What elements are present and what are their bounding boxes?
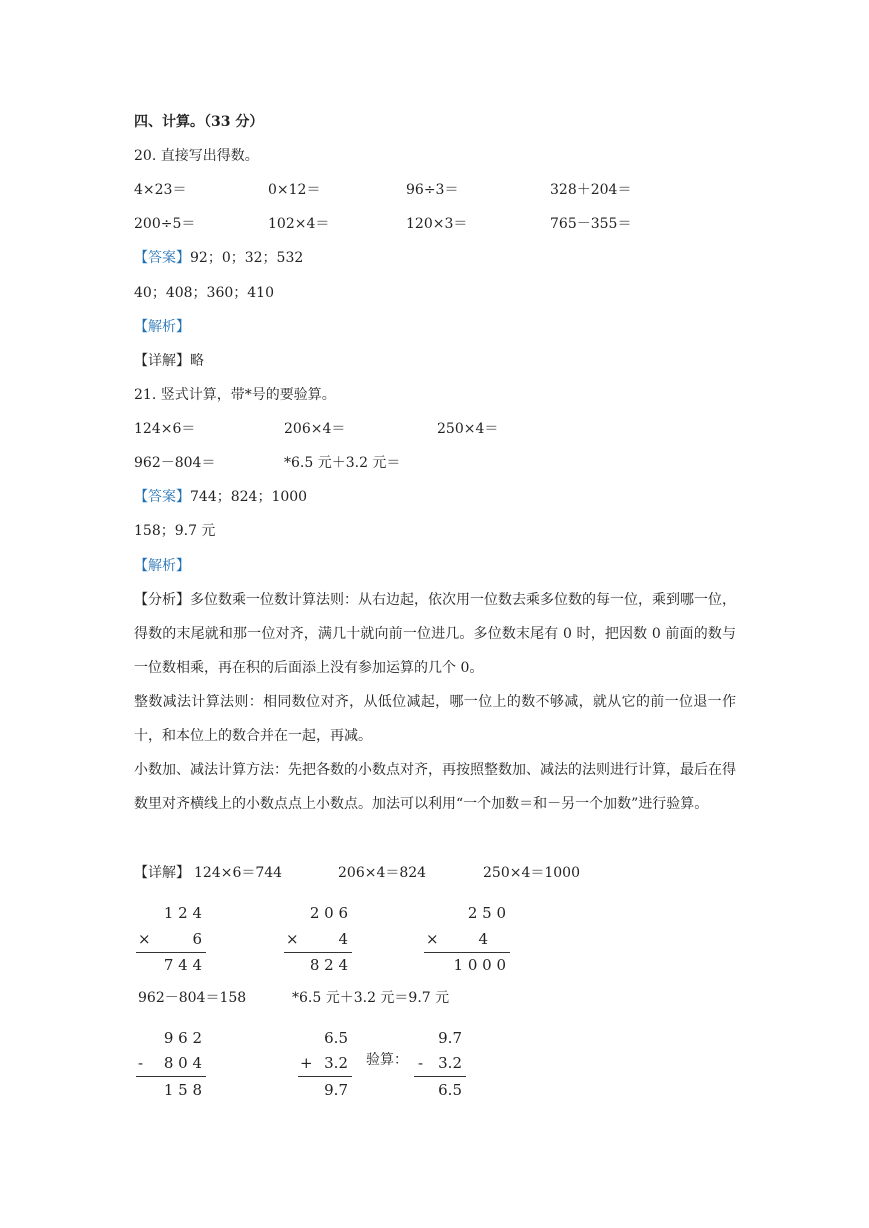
vertical-multiplication-2 xyxy=(284,902,352,982)
vcalc-operator: - xyxy=(138,1054,144,1072)
vcalc-operator: × xyxy=(286,930,299,948)
analysis-paragraph-3: 小数加、减法计算方法：先把各数的小数点对齐，再按照整数加、减法的法则进行计算，最后在得数里对齐横线上的小数点点上小数点。加法可以利用“一个加数＝和－另一个加数”进行验算。 xyxy=(134,762,736,812)
vcalc-bottom: 6 xyxy=(192,930,202,948)
vcalc-bottom: 4 xyxy=(338,930,348,948)
detail-equation: *6.5 元＋3.2 元＝9.7 元 xyxy=(292,990,450,1006)
vcalc-operator: + xyxy=(300,1054,313,1072)
vcalc-top: 2 0 6 xyxy=(309,904,348,922)
analysis-paragraph-2: 整数减法计算法则：相同数位对齐，从低位减起，哪一位上的数不够减，就从它的前一位退一作十，和本位上的数合并在一起，再减。 xyxy=(134,694,736,744)
detail-text: 略 xyxy=(190,353,204,369)
analysis-paragraph-1 xyxy=(134,583,736,685)
q21-item: 206×4＝ xyxy=(284,421,346,437)
q20-detail xyxy=(134,351,204,371)
vcalc-line xyxy=(136,1076,206,1077)
answer-tag: 【答案】 xyxy=(134,489,190,505)
vcalc-line xyxy=(414,1076,466,1077)
vcalc-bottom: 3.2 xyxy=(438,1054,462,1072)
q21-answer xyxy=(134,487,307,507)
q20-item: 4×23＝ xyxy=(134,182,187,198)
answer-tag: 【答案】 xyxy=(134,250,190,266)
vcalc-line xyxy=(298,1076,352,1077)
vcalc-operator: - xyxy=(418,1054,424,1072)
vertical-multiplication-1 xyxy=(136,902,206,982)
vcalc-top: 1 2 4 xyxy=(163,904,202,922)
vcalc-operator: × xyxy=(138,930,151,948)
q21-item: *6.5 元＋3.2 元＝ xyxy=(284,455,401,471)
detail-equation: 250×4＝1000 xyxy=(483,865,580,881)
vcalc-line xyxy=(284,952,352,953)
q20-analysis-tag: 【解析】 xyxy=(134,319,190,335)
vertical-subtraction xyxy=(136,1027,206,1107)
vcalc-bottom: 8 0 4 xyxy=(163,1054,202,1072)
q21-analysis-tag: 【解析】 xyxy=(134,558,190,574)
vcalc-result: 8 2 4 xyxy=(309,956,348,974)
vcalc-bottom: 3.2 xyxy=(324,1054,348,1072)
q20-item: 328＋204＝ xyxy=(550,182,632,198)
answer-text: 744；824；1000 xyxy=(190,489,308,505)
vertical-addition xyxy=(298,1027,352,1107)
q20-item: 200÷5＝ xyxy=(134,216,196,232)
detail-equation: 124×6＝744 xyxy=(194,865,283,881)
question-20-title: 20. 直接写出得数。 xyxy=(134,148,259,164)
vcalc-result: 6.5 xyxy=(438,1081,462,1099)
vcalc-top: 9.7 xyxy=(438,1029,462,1047)
q21-detail-tag: 【详解】 xyxy=(134,865,190,881)
vcalc-line xyxy=(424,952,510,953)
vcalc-top: 2 5 0 xyxy=(467,904,506,922)
vertical-check-subtraction xyxy=(414,1027,466,1107)
vcalc-result: 1 5 8 xyxy=(163,1081,202,1099)
detail-equation: 206×4＝824 xyxy=(338,865,427,881)
vcalc-result: 9.7 xyxy=(324,1081,348,1099)
vcalc-top: 6.5 xyxy=(324,1029,348,1047)
q21-item: 124×6＝ xyxy=(134,421,196,437)
detail-equation: 962－804＝158 xyxy=(138,990,247,1006)
q20-answer-line2: 40；408；360；410 xyxy=(134,285,274,301)
vertical-multiplication-3 xyxy=(424,902,510,982)
vcalc-line xyxy=(136,952,206,953)
q20-item: 765－355＝ xyxy=(550,216,632,232)
vcalc-operator: × xyxy=(426,930,439,948)
analysis-text: 多位数乘一位数计算法则：从右边起，依次用一位数去乘多位数的每一位，乘到哪一位，得数的末尾就和那一位对齐，满几十就向前一位进几。多位数末尾有 0 时，把因数 0 前面的数与一位数相乘，再在积的后面添上没有参加运算的几个 0。 xyxy=(134,592,736,676)
q20-item: 0×12＝ xyxy=(268,182,321,198)
q21-item: 962－804＝ xyxy=(134,455,216,471)
vcalc-bottom: 4 xyxy=(478,930,488,948)
q20-item: 96÷3＝ xyxy=(406,182,459,198)
vcalc-top: 9 6 2 xyxy=(163,1029,202,1047)
q21-answer-line2: 158；9.7 元 xyxy=(134,523,216,539)
answer-text: 92；0；32；532 xyxy=(190,250,304,266)
check-label: 验算： xyxy=(366,1052,408,1068)
q21-item: 250×4＝ xyxy=(437,421,499,437)
vcalc-result: 7 4 4 xyxy=(163,956,202,974)
vcalc-result: 1 0 0 0 xyxy=(453,956,506,974)
detail-tag: 【详解】 xyxy=(134,353,190,369)
question-21-title: 21. 竖式计算，带*号的要验算。 xyxy=(134,387,336,403)
q20-item: 120×3＝ xyxy=(406,216,468,232)
section-title: 四、计算。（33 分） xyxy=(134,114,264,130)
analysis-head: 【分析】 xyxy=(134,592,190,608)
q20-item: 102×4＝ xyxy=(268,216,330,232)
q20-answer xyxy=(134,248,303,268)
